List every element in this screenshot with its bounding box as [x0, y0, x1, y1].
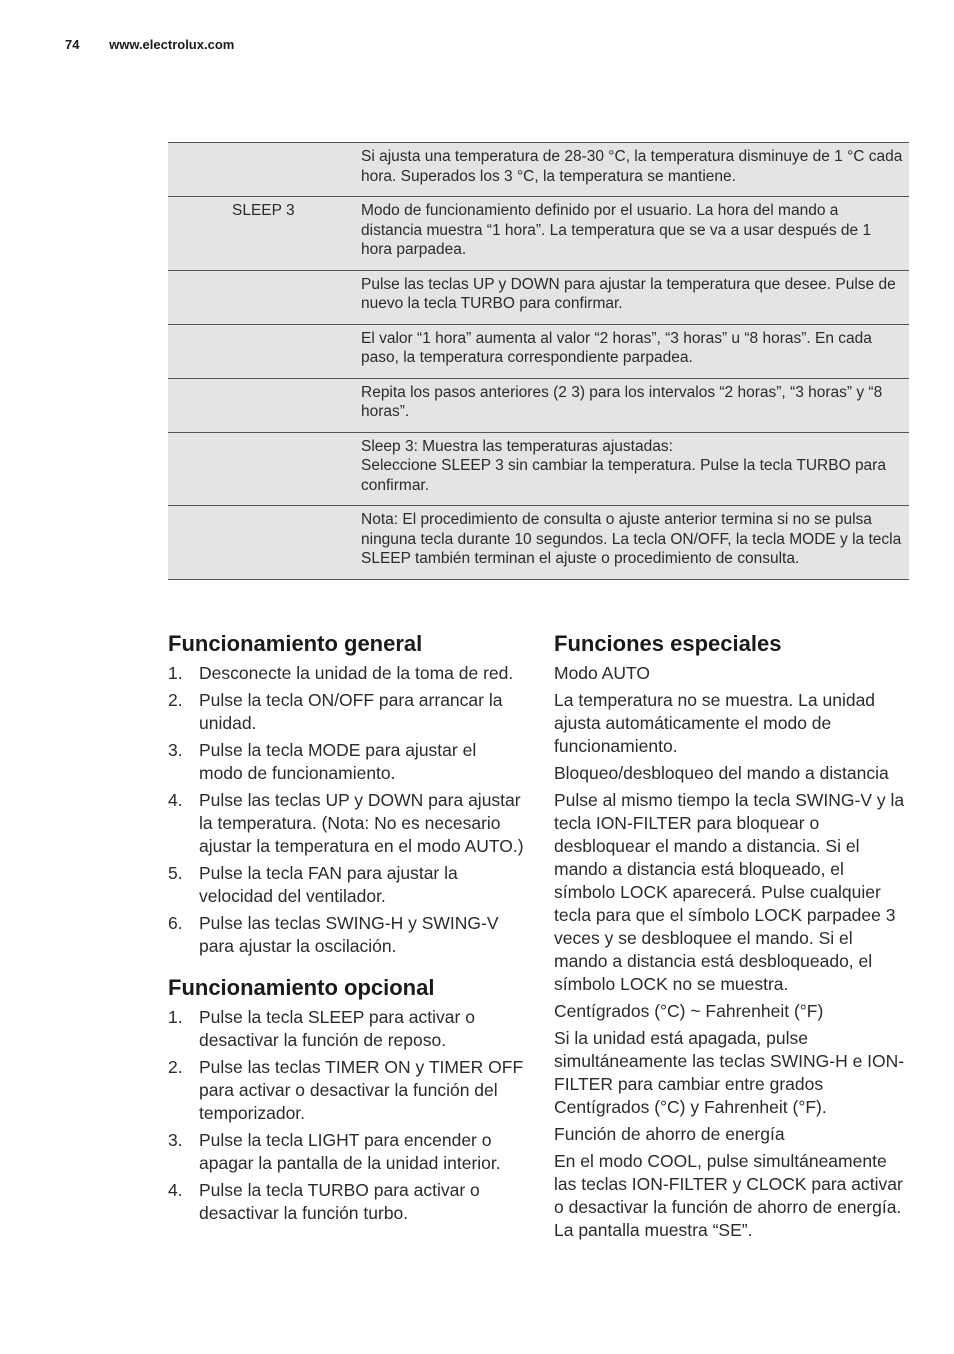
list-item-number: 4.: [168, 1180, 183, 1200]
list-item: [168, 1129, 524, 1175]
general-steps-list: [168, 662, 524, 958]
list-item: [168, 689, 524, 735]
list-item: [168, 739, 524, 785]
list-item-text: Pulse la tecla FAN para ajustar la velocidad del ventilador.: [199, 863, 458, 906]
section-title-opcional: Funcionamiento opcional: [168, 975, 435, 1000]
list-item: [168, 1179, 524, 1225]
table-row-text: Nota: El procedimiento de consulta o ajuste anterior termina si no se pulsa ninguna tecla durante 10 segundos. La tecla ON/OFF, la tecla MODE y la tecla SLEEP también terminan el ajuste o procedimiento de consulta.: [361, 511, 902, 567]
table-row-text: Repita los pasos anteriores (2 3) para los intervalos “2 horas”, “3 horas” y “8 horas”.: [361, 383, 883, 420]
table-row-label: [168, 379, 361, 432]
list-item-number: 5.: [168, 863, 183, 883]
list-item: [168, 1006, 524, 1052]
list-item-number: 1.: [168, 663, 183, 683]
list-item-number: 6.: [168, 913, 183, 933]
table-row: [168, 379, 909, 433]
right-column: [554, 630, 910, 1246]
list-item: [168, 662, 524, 685]
sleep-table: [168, 142, 909, 580]
list-item: [168, 862, 524, 908]
table-row: [168, 433, 909, 507]
paragraph: En el modo COOL, pulse simultáneamente las teclas ION-FILTER y CLOCK para activar o desactivar la función de ahorro de energía. La pantalla muestra “SE”.: [554, 1151, 903, 1240]
list-item: [168, 912, 524, 958]
opcional-steps-list: [168, 1006, 524, 1225]
table-row: [168, 143, 909, 197]
website-url: www.electrolux.com: [109, 37, 235, 52]
table-row: [168, 325, 909, 379]
paragraph: La temperatura no se muestra. La unidad ajusta automáticamente el modo de funcionamiento.: [554, 690, 876, 756]
list-item-number: 1.: [168, 1007, 183, 1027]
list-item-text: Pulse la tecla TURBO para activar o desactivar la función turbo.: [199, 1180, 480, 1223]
table-row-label: [168, 271, 361, 324]
paragraph: Función de ahorro de energía: [554, 1124, 785, 1144]
list-item-text: Pulse las teclas TIMER ON y TIMER OFF para activar o desactivar la función del temporizador.: [199, 1057, 524, 1123]
paragraph: Centígrados (°C) ~ Fahrenheit (°F): [554, 1001, 824, 1021]
list-item-text: Pulse la tecla LIGHT para encender o apagar la pantalla de la unidad interior.: [199, 1130, 501, 1173]
table-row-text: Sleep 3: Muestra las temperaturas ajustadas: Seleccione SLEEP 3 sin cambiar la temperatura. Pulse la tecla TURBO para confirmar.: [361, 437, 886, 494]
list-item-text: Pulse la tecla SLEEP para activar o desactivar la función de reposo.: [199, 1007, 475, 1050]
list-item-text: Pulse la tecla ON/OFF para arrancar la unidad.: [199, 690, 503, 733]
list-item-text: Pulse las teclas SWING-H y SWING-V para ajustar la oscilación.: [199, 913, 499, 956]
table-row-text: El valor “1 hora” aumenta al valor “2 horas”, “3 horas” u “8 horas”. En cada paso, la temperatura correspondiente parpadea.: [361, 329, 872, 366]
table-row-label: SLEEP 3: [232, 202, 295, 219]
list-item-number: 3.: [168, 740, 183, 760]
list-item-number: 3.: [168, 1130, 183, 1150]
table-row: [168, 506, 909, 580]
table-row-text: Pulse las teclas UP y DOWN para ajustar la temperatura que desee. Pulse de nuevo la tecla TURBO para confirmar.: [361, 275, 896, 312]
table-row-label: [168, 325, 361, 378]
left-column: [168, 630, 524, 1229]
table-row-text: Si ajusta una temperatura de 28-30 °C, la temperatura disminuye de 1 °C cada hora. Superados los 3 °C, la temperatura se mantiene.: [361, 148, 903, 185]
section-title-general: Funcionamiento general: [168, 631, 423, 656]
list-item-text: Desconecte la unidad de la toma de red.: [199, 663, 514, 683]
table-row-text: Modo de funcionamiento definido por el usuario. La hora del mando a distancia muestra “1 hora”. La temperatura que se va a usar después de 1 hora parpadea.: [361, 202, 872, 258]
paragraph: Si la unidad está apagada, pulse simultáneamente las teclas SWING-H e ION-FILTER para cambiar entre grados Centígrados (°C) y Fahrenheit (°F).: [554, 1028, 905, 1117]
list-item-number: 2.: [168, 690, 183, 710]
paragraph: Modo AUTO: [554, 663, 650, 683]
paragraph: Bloqueo/desbloqueo del mando a distancia: [554, 763, 889, 783]
list-item-text: Pulse las teclas UP y DOWN para ajustar la temperatura. (Nota: No es necesario ajustar la temperatura en el modo AUTO.): [199, 790, 524, 856]
list-item-number: 4.: [168, 790, 183, 810]
table-row-label: [168, 433, 361, 506]
list-item: [168, 1056, 524, 1125]
page-header: [65, 37, 234, 52]
table-row-label: [168, 506, 361, 579]
table-row: [168, 197, 909, 271]
section-title-especiales: Funciones especiales: [554, 631, 782, 656]
page-number: 74: [65, 37, 80, 52]
list-item-number: 2.: [168, 1057, 183, 1077]
table-row: [168, 271, 909, 325]
paragraph: Pulse al mismo tiempo la tecla SWING-V y la tecla ION-FILTER para bloquear o desbloquear el mando a distancia. Si el mando a distancia está bloqueado, el símbolo LOCK aparecerá. Pulse cualquier tecla para que el símbolo LOCK parpadee 3 veces y se desbloquee el mando. Si el mando a distancia está desbloqueado, el símbolo LOCK no se muestra.: [554, 790, 905, 994]
list-item: [168, 789, 524, 858]
table-row-label: [168, 143, 361, 196]
list-item-text: Pulse la tecla MODE para ajustar el modo de funcionamiento.: [199, 740, 477, 783]
